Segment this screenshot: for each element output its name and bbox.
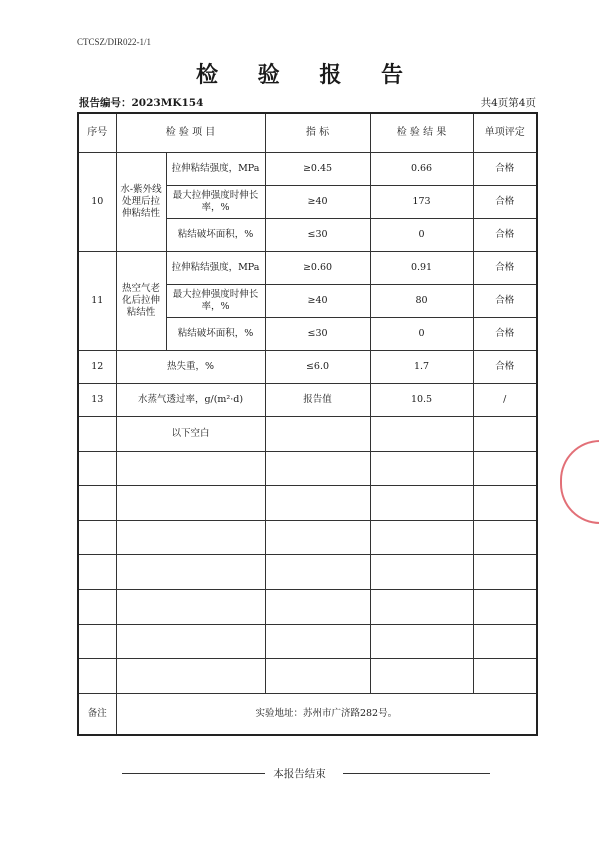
empty-cell: [370, 417, 473, 452]
row-number: 12: [78, 351, 116, 384]
empty-cell: [473, 520, 537, 555]
eval-value: 合格: [473, 351, 537, 384]
empty-cell: [473, 624, 537, 659]
eval-value: 合格: [473, 318, 537, 351]
report-end: [0, 766, 599, 780]
table-row: [78, 589, 537, 624]
result-value: 0: [370, 219, 473, 252]
empty-cell: [265, 451, 370, 486]
empty-cell: [265, 659, 370, 694]
empty-cell: [116, 520, 265, 555]
empty-cell: [116, 486, 265, 521]
table-row: [78, 417, 537, 452]
remark-row: [78, 693, 537, 735]
item-label: 最大拉伸强度时伸长率，%: [166, 186, 265, 219]
empty-cell: [370, 659, 473, 694]
empty-cell: [116, 589, 265, 624]
empty-cell: [265, 417, 370, 452]
empty-cell: [116, 659, 265, 694]
table-header-row: [78, 113, 537, 153]
header-eval: 单项评定: [473, 113, 537, 153]
item-label: 拉伸粘结强度，MPa: [166, 252, 265, 285]
empty-cell: [473, 555, 537, 590]
end-text: 本报告结束: [265, 768, 334, 780]
spec-value: ≤30: [265, 318, 370, 351]
result-value: 1.7: [370, 351, 473, 384]
result-value: 173: [370, 186, 473, 219]
table-row: [78, 451, 537, 486]
empty-cell: [370, 520, 473, 555]
table-row: [78, 520, 537, 555]
document-code: CTCSZ/DIR022-1/1: [77, 37, 152, 47]
table-row: [78, 555, 537, 590]
empty-cell: [78, 589, 116, 624]
item-label: 热失重，%: [116, 351, 265, 384]
spec-value: 报告值: [265, 384, 370, 417]
blank-note: 以下空白: [116, 417, 265, 452]
empty-cell: [370, 486, 473, 521]
empty-cell: [370, 624, 473, 659]
spec-value: ≤30: [265, 219, 370, 252]
spec-value: ≥0.45: [265, 153, 370, 186]
page-title: 检 验 报 告: [196, 62, 419, 88]
table-row: [78, 659, 537, 694]
item-label: 粘结破坏面积，%: [166, 219, 265, 252]
result-value: 0.91: [370, 252, 473, 285]
eval-value: 合格: [473, 219, 537, 252]
empty-cell: [265, 555, 370, 590]
result-value: 0: [370, 318, 473, 351]
empty-cell: [78, 451, 116, 486]
eval-value: /: [473, 384, 537, 417]
page-info: 共4页第4页: [480, 97, 536, 109]
empty-cell: [116, 555, 265, 590]
row-number: 11: [78, 252, 116, 351]
remark-label: 备注: [78, 693, 116, 735]
empty-cell: [473, 451, 537, 486]
empty-cell: [473, 486, 537, 521]
row-number: 10: [78, 153, 116, 252]
spec-value: ≥0.60: [265, 252, 370, 285]
empty-cell: [116, 624, 265, 659]
result-value: 10.5: [370, 384, 473, 417]
table-row: [78, 252, 537, 285]
table-row: [78, 624, 537, 659]
eval-value: 合格: [473, 252, 537, 285]
category-label: 水-紫外线处理后拉伸粘结性: [116, 153, 166, 252]
spec-value: ≥40: [265, 186, 370, 219]
header-result: 检 验 结 果: [370, 113, 473, 153]
table-row: [78, 486, 537, 521]
item-label: 粘结破坏面积，%: [166, 318, 265, 351]
header-spec: 指 标: [265, 113, 370, 153]
empty-cell: [265, 589, 370, 624]
result-value: 80: [370, 285, 473, 318]
item-label: 最大拉伸强度时伸长率，%: [166, 285, 265, 318]
empty-cell: [78, 624, 116, 659]
empty-cell: [265, 486, 370, 521]
results-table: [77, 112, 538, 736]
empty-cell: [265, 520, 370, 555]
category-label: 热空气老化后拉伸粘结性: [116, 252, 166, 351]
empty-cell: [78, 486, 116, 521]
spec-value: ≤6.0: [265, 351, 370, 384]
table-row: [78, 351, 537, 384]
empty-cell: [78, 555, 116, 590]
empty-cell: [78, 659, 116, 694]
empty-cell: [473, 659, 537, 694]
eval-value: 合格: [473, 153, 537, 186]
end-text-wrap: [0, 766, 599, 781]
empty-cell: [473, 417, 537, 452]
result-value: 0.66: [370, 153, 473, 186]
empty-cell: [370, 589, 473, 624]
remark-text: 实验地址：苏州市广济路282号。: [116, 693, 537, 735]
table-row: [78, 153, 537, 186]
eval-value: 合格: [473, 285, 537, 318]
empty-cell: [370, 555, 473, 590]
report-number: 报告编号：2023MK154: [79, 97, 204, 109]
empty-cell: [370, 451, 473, 486]
empty-cell: [116, 451, 265, 486]
table-row: [78, 384, 537, 417]
spec-value: ≥40: [265, 285, 370, 318]
empty-cell: [473, 589, 537, 624]
eval-value: 合格: [473, 186, 537, 219]
empty-cell: [265, 624, 370, 659]
item-label: 拉伸粘结强度，MPa: [166, 153, 265, 186]
seal-stamp-icon: [560, 440, 599, 524]
header-item: 检 验 项 目: [116, 113, 265, 153]
empty-cell: [78, 520, 116, 555]
empty-cell: [78, 417, 116, 452]
item-label: 水蒸气透过率，g/(m²·d): [116, 384, 265, 417]
row-number: 13: [78, 384, 116, 417]
header-no: 序号: [78, 113, 116, 153]
